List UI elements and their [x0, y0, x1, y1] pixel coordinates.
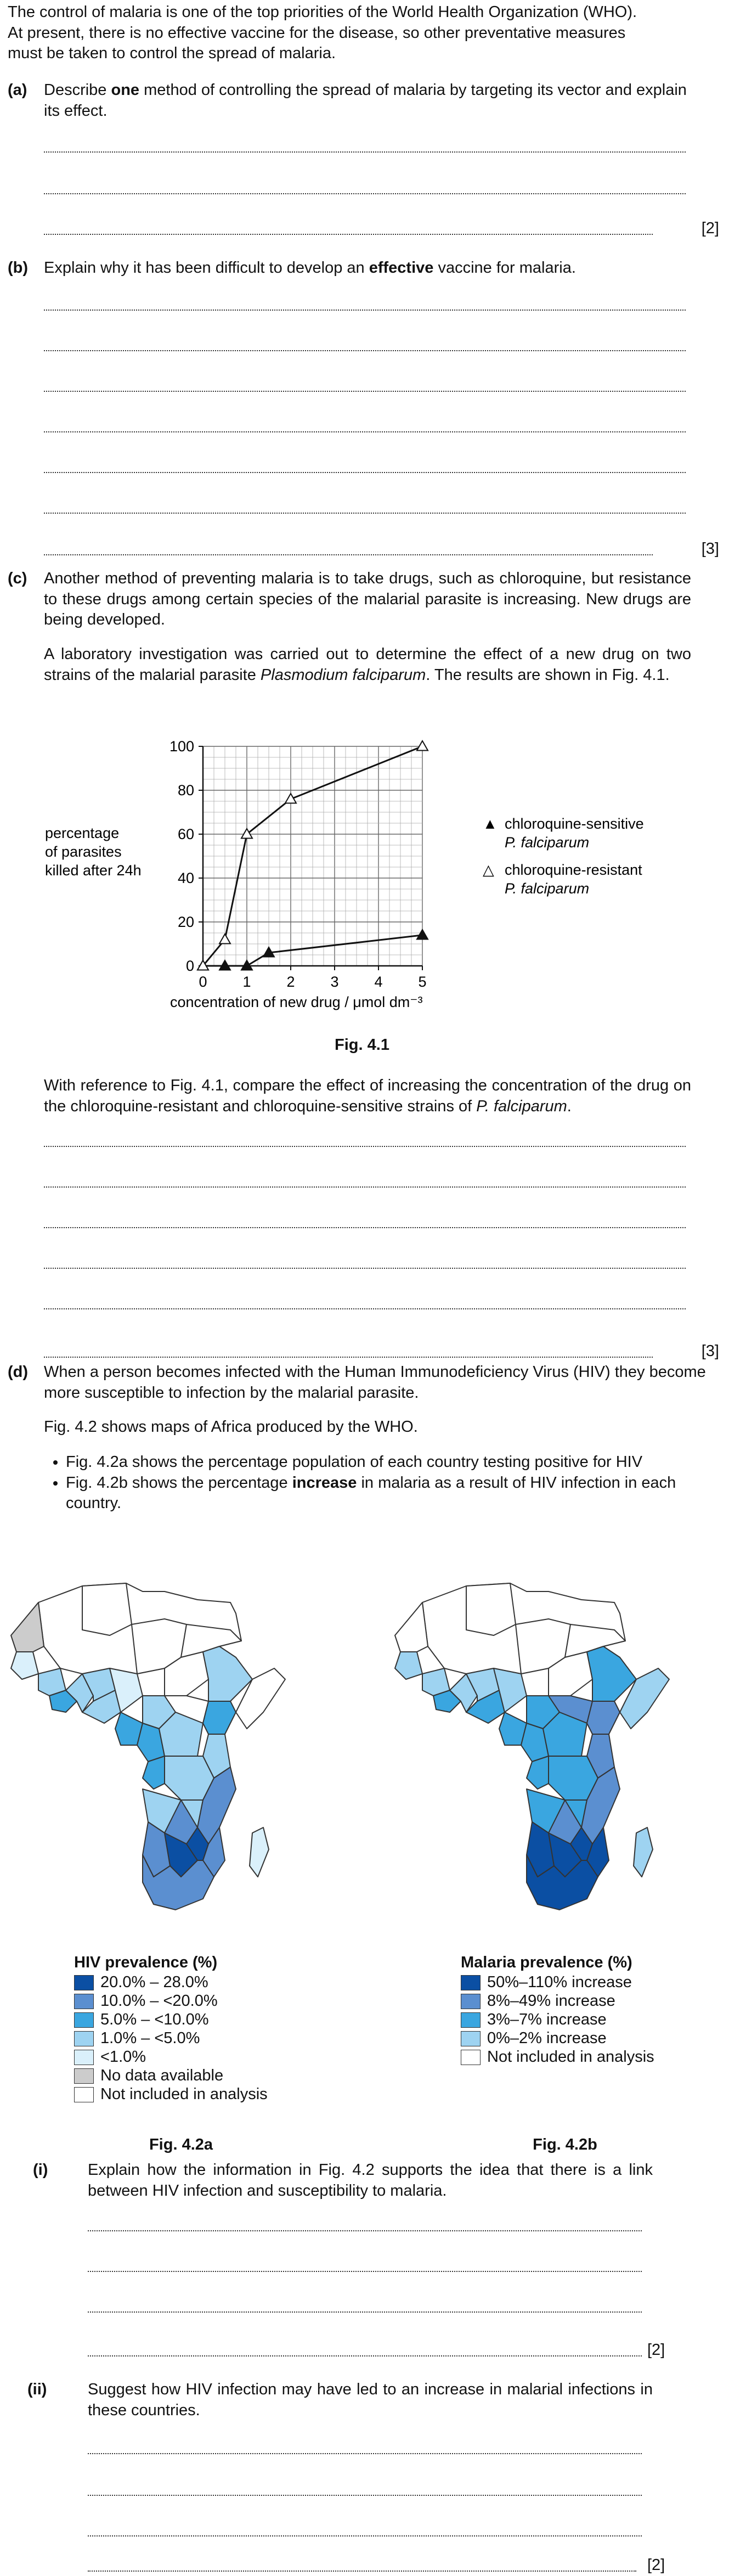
question-c-para2-1: A laboratory investigation was carried out to determine the effect of a new drug on two strains of the malarial parasite: [44, 645, 691, 684]
legend-hiv-swatch: [74, 2031, 94, 2046]
marks-dii: [2]: [647, 2556, 665, 2574]
legend-hiv-swatch: [74, 2012, 94, 2028]
answer-line[interactable]: [44, 431, 686, 432]
answer-line[interactable]: [88, 2535, 642, 2536]
y-tick-label: 40: [177, 870, 194, 886]
answer-line[interactable]: [44, 1186, 686, 1188]
legend-series-1-name-2: P. falciparum: [505, 834, 590, 851]
legend-hiv-swatch: [74, 2087, 94, 2102]
legend-malaria-label: 8%–49% increase: [487, 1992, 615, 2010]
question-a-label: (a): [8, 81, 27, 99]
legend-malaria-label: 0%–2% increase: [487, 2029, 607, 2047]
answer-line[interactable]: [44, 234, 653, 235]
chart-ylabel-line: percentage: [45, 825, 120, 841]
answer-line[interactable]: [44, 391, 686, 392]
x-tick-label: 2: [286, 974, 295, 990]
legend-hiv-label: 1.0% – <5.0%: [100, 2029, 200, 2047]
question-b-label: (b): [8, 259, 29, 277]
question-c-compare: [44, 1076, 691, 1117]
question-b-text-1: Explain why it has been difficult to develop an: [44, 259, 369, 277]
question-dii-text: Suggest how HIV infection may have led to an increase in malarial infections in these countries.: [88, 2381, 653, 2419]
y-tick-label: 100: [169, 738, 194, 755]
bullet-2-text-1: Fig. 4.2b shows the percentage: [66, 1473, 292, 1492]
legend-hiv-label: 10.0% – <20.0%: [100, 1992, 218, 2010]
legend-malaria-row: [461, 2048, 691, 2067]
legend-malaria-row: [461, 2029, 691, 2048]
answer-line[interactable]: [88, 2571, 636, 2572]
answer-line[interactable]: [88, 2271, 642, 2272]
legend-malaria-swatch: [461, 2031, 481, 2046]
legend-marker-filled: ▲: [483, 815, 498, 832]
legend-hiv-row: [74, 2067, 304, 2085]
map-africa-hiv: [0, 1570, 307, 1921]
question-a-text: [44, 80, 691, 121]
legend-hiv-row: [74, 1973, 304, 1992]
legend-malaria-swatch: [461, 1975, 481, 1990]
legend-malaria-label: 50%–110% increase: [487, 1973, 632, 1991]
data-point: [417, 741, 428, 751]
question-dii-label: (ii): [27, 2381, 47, 2398]
question-c-para2-italic: Plasmodium falciparum: [260, 666, 426, 684]
question-a-text-1: Describe: [44, 81, 111, 99]
answer-line[interactable]: [88, 2311, 642, 2313]
legend-series-2-name: chloroquine-resistant: [505, 862, 642, 878]
data-point: [417, 930, 428, 940]
chart-ticks: [169, 738, 427, 990]
answer-line[interactable]: [44, 193, 686, 194]
legend-malaria-swatch: [461, 2050, 481, 2065]
answer-line[interactable]: [44, 350, 686, 351]
chart-ylabel-line: of parasites: [45, 843, 122, 860]
y-tick-label: 80: [177, 782, 194, 798]
question-a-text-bold: one: [111, 81, 140, 99]
question-d-para1: When a person becomes infected with the Human Immunodeficiency Virus (HIV) they become more susceptible to infection by the malarial parasite.: [44, 1363, 706, 1402]
x-tick-label: 4: [374, 974, 383, 990]
answer-line[interactable]: [88, 2495, 642, 2496]
question-d-bullets: [44, 1452, 719, 1514]
legend-hiv-swatch: [74, 2068, 94, 2084]
answer-line[interactable]: [44, 472, 686, 473]
legend-hiv: [74, 1953, 304, 2104]
answer-line[interactable]: [44, 310, 686, 311]
question-c-compare-2: .: [567, 1097, 572, 1115]
fig-4-1-caption: Fig. 4.1: [335, 1036, 389, 1054]
question-b-text: [44, 258, 691, 279]
legend-hiv-row: [74, 1992, 304, 2011]
legend-malaria-label: Not included in analysis: [487, 2048, 654, 2066]
data-point: [219, 934, 230, 944]
chart-legend: [483, 815, 644, 897]
legend-malaria-title: Malaria prevalence (%): [461, 1954, 632, 1971]
legend-hiv-row: [74, 2048, 304, 2067]
question-c-compare-italic: P. falciparum: [476, 1097, 567, 1115]
x-tick-label: 1: [242, 974, 251, 990]
x-tick-label: 5: [418, 974, 427, 990]
y-tick-label: 60: [177, 826, 194, 842]
answer-line[interactable]: [44, 151, 686, 153]
chart-ylabel: [45, 825, 142, 879]
legend-hiv-swatch: [74, 1994, 94, 2009]
question-c-para2: [44, 644, 691, 685]
fig-4-2b-caption: Fig. 4.2b: [533, 2136, 597, 2153]
answer-line[interactable]: [88, 2355, 642, 2356]
answer-line[interactable]: [44, 1146, 686, 1147]
legend-hiv-row: [74, 2011, 304, 2029]
legend-malaria-row: [461, 1973, 691, 1992]
intro-line: must be taken to control the spread of malaria.: [8, 44, 336, 63]
legend-malaria-swatch: [461, 1994, 481, 2009]
answer-line[interactable]: [44, 1227, 686, 1228]
question-d-label: (d): [8, 1363, 29, 1381]
bullet-2-text-2: in malaria as a result of HIV infection in each country.: [66, 1473, 676, 1512]
legend-hiv-label: 5.0% – <10.0%: [100, 2010, 209, 2028]
bullet-item: [66, 1473, 719, 1514]
question-di-label: (i): [33, 2161, 48, 2179]
x-tick-label: 3: [330, 974, 339, 990]
legend-hiv-label: <1.0%: [100, 2048, 146, 2066]
marks-di: [2]: [647, 2341, 665, 2359]
legend-hiv-label: 20.0% – 28.0%: [100, 1973, 208, 1991]
answer-line[interactable]: [44, 1357, 653, 1358]
x-tick-label: 0: [199, 974, 207, 990]
bullet-item: • Fig. 4.2a shows the percentage population of each country testing positive for HIV: [66, 1452, 719, 1473]
y-tick-label: 20: [177, 914, 194, 930]
legend-hiv-row: [74, 2085, 304, 2104]
answer-line[interactable]: [44, 1308, 686, 1309]
map-africa-malaria: [384, 1570, 691, 1921]
legend-series-2-name-2: P. falciparum: [505, 880, 590, 897]
legend-hiv-label: Not included in analysis: [100, 2085, 268, 2103]
legend-hiv-row: [74, 2029, 304, 2048]
answer-line[interactable]: [44, 513, 686, 514]
question-a-text-2: method of controlling the spread of malaria by targeting its vector and explain its effect.: [44, 81, 687, 120]
question-d-para2: Fig. 4.2 shows maps of Africa produced by the WHO.: [44, 1418, 418, 1436]
question-b-text-bold: effective: [369, 259, 434, 277]
legend-malaria-label: 3%–7% increase: [487, 2010, 607, 2028]
question-c-compare-1: With reference to Fig. 4.1, compare the effect of increasing the concentration of the drug on the chloroquine-resistant and chloroquine-sensitive strains of: [44, 1077, 691, 1115]
answer-line[interactable]: [44, 554, 653, 555]
legend-malaria-row: [461, 2011, 691, 2029]
answer-line[interactable]: [44, 1268, 686, 1269]
answer-line[interactable]: [88, 2230, 642, 2231]
answer-line[interactable]: [88, 2453, 642, 2454]
fig-4-1-chart: [33, 724, 691, 1021]
intro-line: The control of malaria is one of the top priorities of the World Health Organization (WHO).: [8, 3, 637, 21]
legend-malaria-swatch: [461, 2012, 481, 2028]
marks-c: [3]: [701, 1342, 719, 1360]
marks-b: [3]: [701, 540, 719, 558]
legend-malaria-row: [461, 1992, 691, 2011]
marks-a: [2]: [701, 220, 719, 237]
legend-hiv-swatch: [74, 1975, 94, 1990]
intro-line: At present, there is no effective vaccine for the disease, so other preventative measures: [8, 24, 626, 42]
fig-4-2a-caption: Fig. 4.2a: [149, 2136, 213, 2153]
bullet-2-bold: increase: [292, 1473, 357, 1492]
question-c-label: (c): [8, 570, 27, 587]
legend-marker-open: △: [483, 862, 494, 878]
legend-hiv-title: HIV prevalence (%): [74, 1954, 218, 1971]
chart-grid: [203, 746, 422, 966]
intro-text: [8, 2, 721, 64]
question-di-text: Explain how the information in Fig. 4.2 supports the idea that there is a link between HIV infection and susceptibility to malaria.: [88, 2161, 653, 2200]
chart-ylabel-line: killed after 24h: [45, 862, 142, 879]
question-c-para2-2: . The results are shown in Fig. 4.1.: [426, 666, 670, 684]
legend-series-1-name: chloroquine-sensitive: [505, 815, 644, 832]
question-b-text-2: vaccine for malaria.: [433, 259, 576, 277]
chart-xlabel: concentration of new drug / μmol dm⁻³: [170, 994, 423, 1010]
legend-hiv-label: No data available: [100, 2066, 224, 2084]
legend-malaria: [461, 1953, 691, 2067]
y-tick-label: 0: [185, 958, 194, 974]
question-c-para1: Another method of preventing malaria is to take drugs, such as chloroquine, but resistance to these drugs among certain species of the malarial parasite is increasing. New drugs are being developed.: [44, 570, 691, 629]
legend-hiv-swatch: [74, 2050, 94, 2065]
